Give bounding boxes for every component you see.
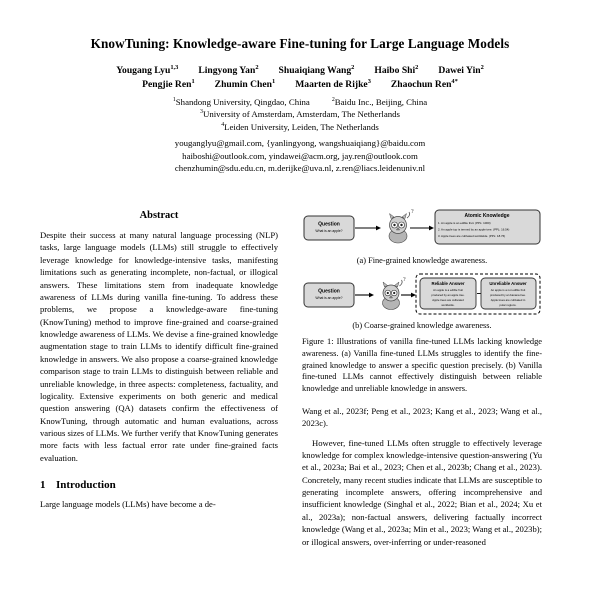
author-name: Zhumin Chen [214,79,272,91]
email-list [0,134,600,175]
question-box-a [304,216,354,240]
author-name: Maarten de Rijke [295,79,368,91]
unreliable-answer-line-1: An apple is a not edible fruit [490,288,526,292]
unreliable-answer-line-2: produced by an banana tree. [490,293,526,297]
author [215,78,276,92]
figure-1-caption: Figure 1: Illustrations of vanilla fine-tuned LLMs lacking knowledge awareness. (a) Vanilla fine-tuned LLMs struggles to identify the fine-grained knowledge to answer a specific question precisely. (b) Vanilla fine-tuned LLMs cannot effectively distinguish between reliable knowledge and unreliable knowledge in answers. [302,337,542,394]
author-list [0,52,600,93]
subfigure-a-diagram [302,206,542,252]
author-affiliation-marker: 2 [255,63,259,71]
question-box-a-text: What is an apple? [315,229,343,233]
author-row-1 [26,64,574,78]
affiliation-marker: 1 [172,96,176,103]
affiliation-text: University of Amsterdam, Amsterdam, The Netherlands [202,109,400,120]
question-box-b-text: What is an apple? [315,296,343,300]
arrow-1b-head [369,293,374,298]
author-affiliation-marker: 1 [191,78,195,86]
author-name: Pengjie Ren [142,79,192,91]
author-name: Lingyong Yan [198,64,256,76]
reliable-answer-title: Reliable Answer [431,281,465,286]
affiliation-text: Shandong University, Qingdao, China [175,96,310,107]
reliable-answer-line-3: Apple trees are cultivated [432,298,464,302]
subfigure-b-caption: (b) Coarse-grained knowledge awareness. [352,321,492,330]
affiliation-row [30,108,570,121]
question-box-b-title: Question [318,288,340,295]
author-affiliation-marker: 2 [351,63,355,71]
affiliation-row [30,96,570,109]
author-name: Dawei Yin [438,64,481,76]
abstract-heading: Abstract [139,210,179,221]
affiliation-marker: 4 [221,122,225,129]
figure-1 [302,206,542,395]
section-heading-introduction [40,479,278,491]
arrow-1a-head [376,226,381,231]
author [438,64,483,78]
affiliation [173,96,310,109]
reliable-answer-line-2: produced by an apple tree. [431,293,465,297]
llm-mascot-icon-b [383,277,407,310]
body-columns [0,206,600,600]
affiliation [221,121,379,134]
author-name: Yougang Lyu [116,64,171,76]
left-column [40,206,280,600]
author-affiliation-marker: 1 [272,78,276,86]
affiliation-marker: 3 [200,109,203,116]
affiliation-text: Baidu Inc., Beijing, China [334,96,428,107]
email-row: chenzhumin@sdu.edu.cn, m.derijke@uva.nl, z.ren@liacs.leidenuniv.nl [174,163,426,174]
intro-paragraph-1: Large language models (LLMs) have become a de- [40,499,216,510]
subfigure-a [302,206,542,265]
unreliable-answer-line-3: Apple trees are cultivated in [490,298,526,302]
author [374,64,418,78]
author-name: Shuaiqiang Wang [278,64,352,76]
author-affiliation-marker: 2 [415,63,419,71]
arrow-2b-head [411,293,416,298]
llm-mascot-icon-a [389,209,414,243]
affiliation-text: Leiden University, Leiden, The Netherlands [224,122,379,133]
subfigure-b-diagram [302,271,542,317]
abstract-text: Despite their success at many natural language processing (NLP) tasks, large language models (LLMs) still struggle to effectively leverage knowledge for knowledge-intensive tasks, manifesting limitations such as generating incomplete, non-factual, or illogical answers. These limitations stem from inadequate knowledge awareness of LLMs during vanilla fine-tuning. To address these problems, we propose a knowledge-aware fine-tuning (KnowTuning) method to improve fine-grained and coarse-grained knowledge awareness of LLMs. We devise a fine-grained knowledge augmentation stage to train LLMs to identify difficult fine-grained knowledge in answers. We also propose a coarse-grained knowledge comparison stage to train LLMs to distinguish between reliable and unreliable knowledge, in three aspects: completeness, factuality, and logicality. Extensive experiments on both generic and medical question answering (QA) datasets confirm the effectiveness of KnowTuning, through automatic and human evaluations, across various sizes of LLMs. We further verify that KnowTuning generates more facts with less factual error rate under fine-grained facts evaluation. [40,230,278,463]
affiliation-list [0,93,600,134]
unreliable-answer-line-4: polar regions. [499,303,517,307]
author [142,78,195,92]
affiliation [200,108,400,121]
subfigure-b [302,271,542,330]
page-title: KnowTuning: Knowledge-aware Fine-tuning for Large Language Models [90,36,510,51]
email-row: haiboshi@outlook.com, yindawei@acm.org, jay.ren@outlook.com [182,150,418,161]
atomic-knowledge-item-3: 3. Apple trees are cultivated worldwide. (PPL: 18.76) [438,234,506,238]
question-box-b [304,283,354,307]
section-number: 1 [40,479,46,492]
author-affiliation-marker: 1,3 [170,63,179,71]
author-name: Zhaochun Ren [390,79,452,91]
author-row-2 [26,78,574,92]
atomic-knowledge-title: Atomic Knowledge [464,213,510,219]
section-title: Introduction [56,479,116,492]
author-affiliation-marker: 3 [367,78,371,86]
author [295,78,371,92]
citation-continuation: Wang et al., 2023f; Peng et al., 2023; Kang et al., 2023; Wang et al., 2023c). [302,405,542,429]
affiliation-marker: 2 [331,96,335,103]
reliable-answer-line-4: worldwide. [441,303,455,307]
author-name: Haibo Shi [374,64,416,76]
subfigure-a-caption: (a) Fine-grained knowledge awareness. [356,256,488,265]
right-column-body [302,405,542,548]
affiliation [332,96,427,109]
question-box-a-title: Question [318,221,340,228]
unreliable-answer-title: Unreliable Answer [489,281,527,286]
author [198,64,258,78]
author-affiliation-marker: 2 [480,63,484,71]
question-mark-glyph-a: ? [411,209,414,215]
question-mark-glyph-b: ? [403,277,406,283]
atomic-knowledge-item-2: 2. An apple top is termed by an apple tree. (PPL: 16.54) [438,227,510,232]
intro-paragraph-2: However, fine-tuned LLMs often struggle to effectively leverage knowledge for complex knowledge-intensive question-answering (Yu et al., 2023a; Bai et al., 2023; Chen et al., 2023b; Chang et al., 2023). Concretely, many recent studies indicate that LLMs are susceptible to generating incomplete answers, offering incomprehensive and insufficient knowledge (Singhal et al., 2022; Bian et al., 2024; Xu et al., 2023a); non-factual answers, delivering factually incorrect knowledge (Wang et al., 2023a; Min et al., 2023; Wang et al., 2023b); or illogical answers, over-inferring or under-reasoned [302,437,542,547]
affiliation-row [30,121,570,134]
reliable-answer-line-1: An apple is a edible fruit [433,288,463,292]
author [391,78,458,92]
arrow-2a-head [429,226,434,231]
atomic-knowledge-item-1: 1. An apple is an edible fruit. (PPL: 1000) [438,221,491,225]
author-affiliation-marker: 4* [451,78,458,86]
email-row: youganglyu@gmail.com, {yanlingyong, wangshuaiqiang}@baidu.com [174,137,426,148]
author [279,64,355,78]
author [116,64,178,78]
right-column [302,206,542,600]
